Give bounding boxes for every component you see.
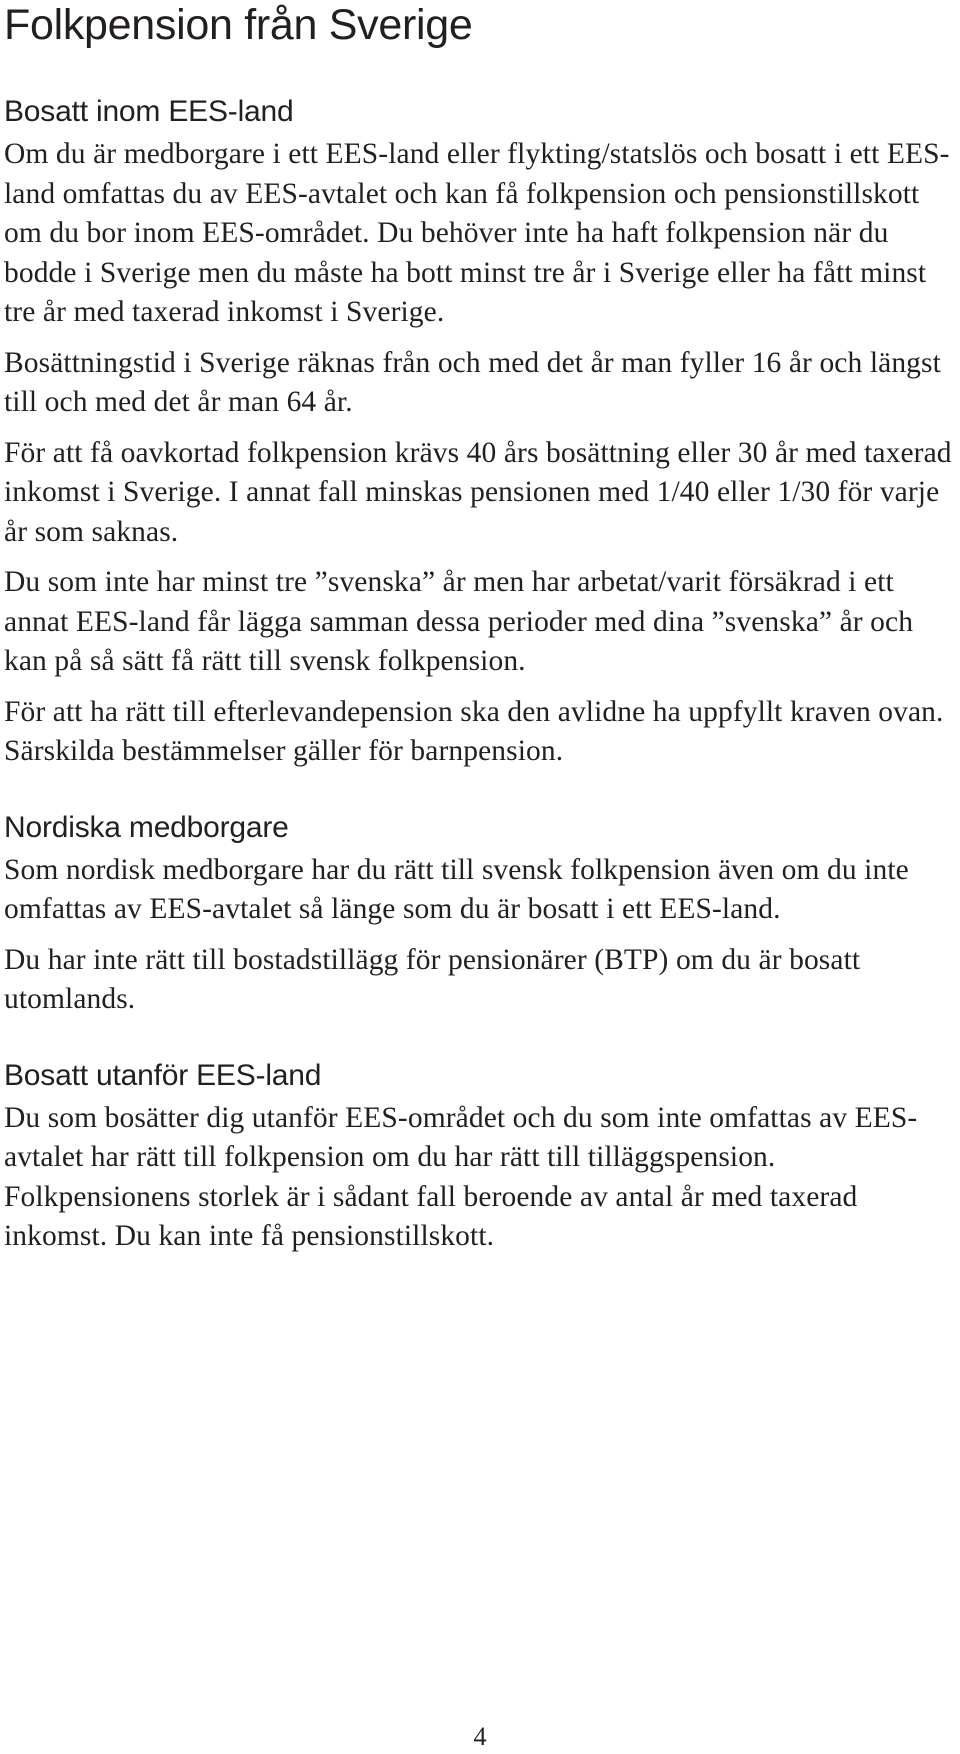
paragraph: Du som inte har minst tre ”svenska” år men har arbetat/varit försäkrad i ett annat EES-land får lägga samman dessa perioder med dina ”svenska” år och kan på så sätt få rätt till svensk folkpension. xyxy=(4,566,914,677)
section-heading: Bosatt utanför EES-land xyxy=(4,1058,322,1092)
page-number: 4 xyxy=(473,1722,487,1751)
section-heading: Bosatt inom EES-land xyxy=(4,95,294,128)
section-bosatt-utanfor-ees xyxy=(4,1058,952,1257)
paragraph: För att få oavkortad folkpension krävs 40 års bosättning eller 30 år med taxerad inkomst i Sverige. I annat fall minskas pensionen med 1/40 eller 1/30 för varje år som saknas. xyxy=(4,436,952,548)
paragraph: Du som bosätter dig utanför EES-området och du som inte omfattas av EES-avtalet har rätt till folkpension om du har rätt till tilläggspension. Folkpensionens storlek är i sådant fall beroende av antal år med taxerad inkomst. Du kan inte få pensionstillskott. xyxy=(4,1101,918,1252)
page-title: Folkpension från Sverige xyxy=(4,1,473,49)
section-nordiska-medborgare xyxy=(4,810,952,1020)
paragraph: Som nordisk medborgare har du rätt till svensk folkpension även om du inte omfattas av EES-avtalet så länge som du är bosatt i ett EES-land. xyxy=(4,853,909,925)
section-heading: Nordiska medborgare xyxy=(4,810,289,844)
paragraph: Bosättningstid i Sverige räknas från och med det år man fyller 16 år och längst till och med det år man 64 år. xyxy=(4,346,941,418)
section-bosatt-inom-ees xyxy=(4,94,952,772)
paragraph: Om du är medborgare i ett EES-land eller flykting/statslös och bosatt i ett EES-land omfattas du av EES-avtalet och kan få folkpension och pensionstillskott om du bor inom EES-området. Du behöver inte ha haft folkpension när du bodde i Sverige men du måste ha bott minst tre år i Sverige eller ha fått minst tre år med taxerad inkomst i Sverige. xyxy=(4,138,950,328)
paragraph: Du har inte rätt till bostadstillägg för pensionärer (BTP) om du är bosatt utomlands. xyxy=(4,943,861,1015)
paragraph: För att ha rätt till efterlevandepension ska den avlidne ha uppfyllt kraven ovan. Särskilda bestämmelser gäller för barnpension. xyxy=(4,695,944,767)
